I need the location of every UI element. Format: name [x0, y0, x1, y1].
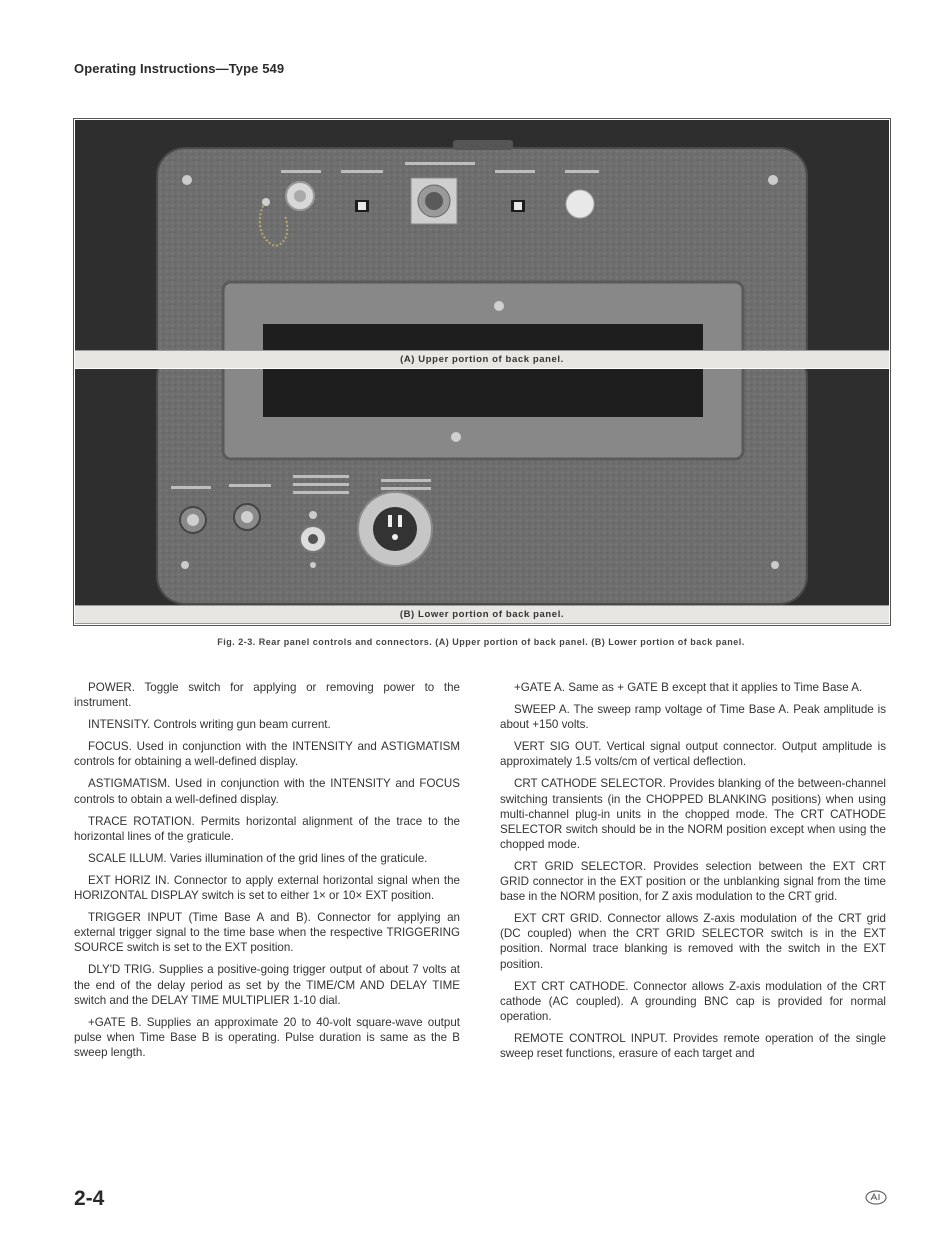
paragraph-crt-cathode-selector: CRT CATHODE SELECTOR. Provides blanking of the between-channel switching transients (in the CHOPPED BLANKING positions) when using multi-channel plug-in units in the chopped mode. The CRT CATHODE SELECTOR switch should be in the NORM position except when using the chopped mode. [500, 777, 886, 851]
paragraph-vert-sig-out: VERT SIG OUT. Vertical signal output connector. Output amplitude is approximately 1.5 volts/cm of vertical deflection. [500, 740, 886, 769]
paragraph-ext-crt-cathode: EXT CRT CATHODE. Connector allows Z-axis modulation of the CRT cathode (AC coupled). A grounding BNC cap is provided for normal operation. [500, 979, 886, 1023]
paragraph-focus: FOCUS. Used in conjunction with the INTENSITY and ASTIGMATISM controls for obtaining a well-defined display. [74, 740, 460, 769]
upper-panel-illustration [75, 120, 889, 368]
paragraph-intensity: INTENSITY. Controls writing gun beam current. [88, 718, 331, 732]
paragraph-gate-a: +GATE A. Same as + GATE B except that it applies to Time Base A. [514, 681, 863, 694]
paragraph-sweep-a: SWEEP A. The sweep ramp voltage of Time Base A. Peak amplitude is about +150 volts. [500, 703, 886, 732]
paragraph-ext-horiz-in: EXT HORIZ IN. Connector to apply external horizontal signal when the HORIZONTAL DISPLAY switch is set to either 1× or 10× EXT position. [74, 873, 460, 903]
paragraph-trace-rotation: TRACE ROTATION. Permits horizontal alignment of the trace to the horizontal lines of the graticule. [74, 814, 460, 843]
figure-caption: Fig. 2-3. Rear panel controls and connectors. (A) Upper portion of back panel. (B) Lower portion of back panel. [217, 637, 745, 647]
paragraph-scale-illum: SCALE ILLUM. Varies illumination of the grid lines of the graticule. [88, 851, 428, 865]
page-header: Operating Instructions—Type 549 [74, 61, 285, 76]
rear-panel-figure [73, 118, 891, 626]
paragraph-crt-grid-selector: CRT GRID SELECTOR. Provides selection between the EXT CRT GRID connector in the EXT position or the unblanking signal from the time base in the NORM position, for Z axis modulation to the CRT grid. [500, 859, 886, 904]
panel-b-caption: (B) Lower portion of back panel. [75, 605, 889, 624]
paragraph-dlyd-trig: DLY'D TRIG. Supplies a positive-going trigger output of about 7 volts at the end of the delay period as set by the TIME/CM AND DELAY TIME switch and the DELAY TIME MULTIPLIER 1-10 dial. [74, 963, 460, 1007]
paragraph-astigmatism: ASTIGMATISM. Used in conjunction with the INTENSITY and FOCUS controls to obtain a well-defined display. [74, 777, 460, 806]
paragraph-ext-crt-grid: EXT CRT GRID. Connector allows Z-axis modulation of the CRT grid (DC coupled) when the CRT GRID SELECTOR switch is in the EXT position. Normal trace blanking is removed with the switch in the EXT position. [500, 912, 886, 971]
lower-panel-photo [75, 369, 889, 624]
panel-a-caption: (A) Upper portion of back panel. [75, 350, 889, 368]
paragraph-remote-control-input: REMOTE CONTROL INPUT. Provides remote operation of the single sweep reset functions, erasure of each target and [500, 1031, 886, 1060]
paragraph-power: POWER. Toggle switch for applying or removing power to the instrument. [74, 681, 460, 710]
paragraph-gate-b: +GATE B. Supplies an approximate 20 to 40-volt square-wave output pulse when Time Base B is operating. Pulse duration is same as the B sweep length. [74, 1015, 460, 1059]
page-number: 2-4 [74, 1187, 105, 1210]
lower-panel-illustration [75, 369, 889, 624]
right-text-column [500, 680, 886, 1068]
upper-panel-photo [75, 120, 889, 368]
manufacturer-logo-icon [865, 1190, 887, 1205]
left-text-column [74, 680, 460, 1067]
paragraph-trigger-input: TRIGGER INPUT (Time Base A and B). Connector for applying an external trigger signal to the time base when the respective TRIGGERING SOURCE switch is set to the EXT position. [74, 911, 460, 955]
